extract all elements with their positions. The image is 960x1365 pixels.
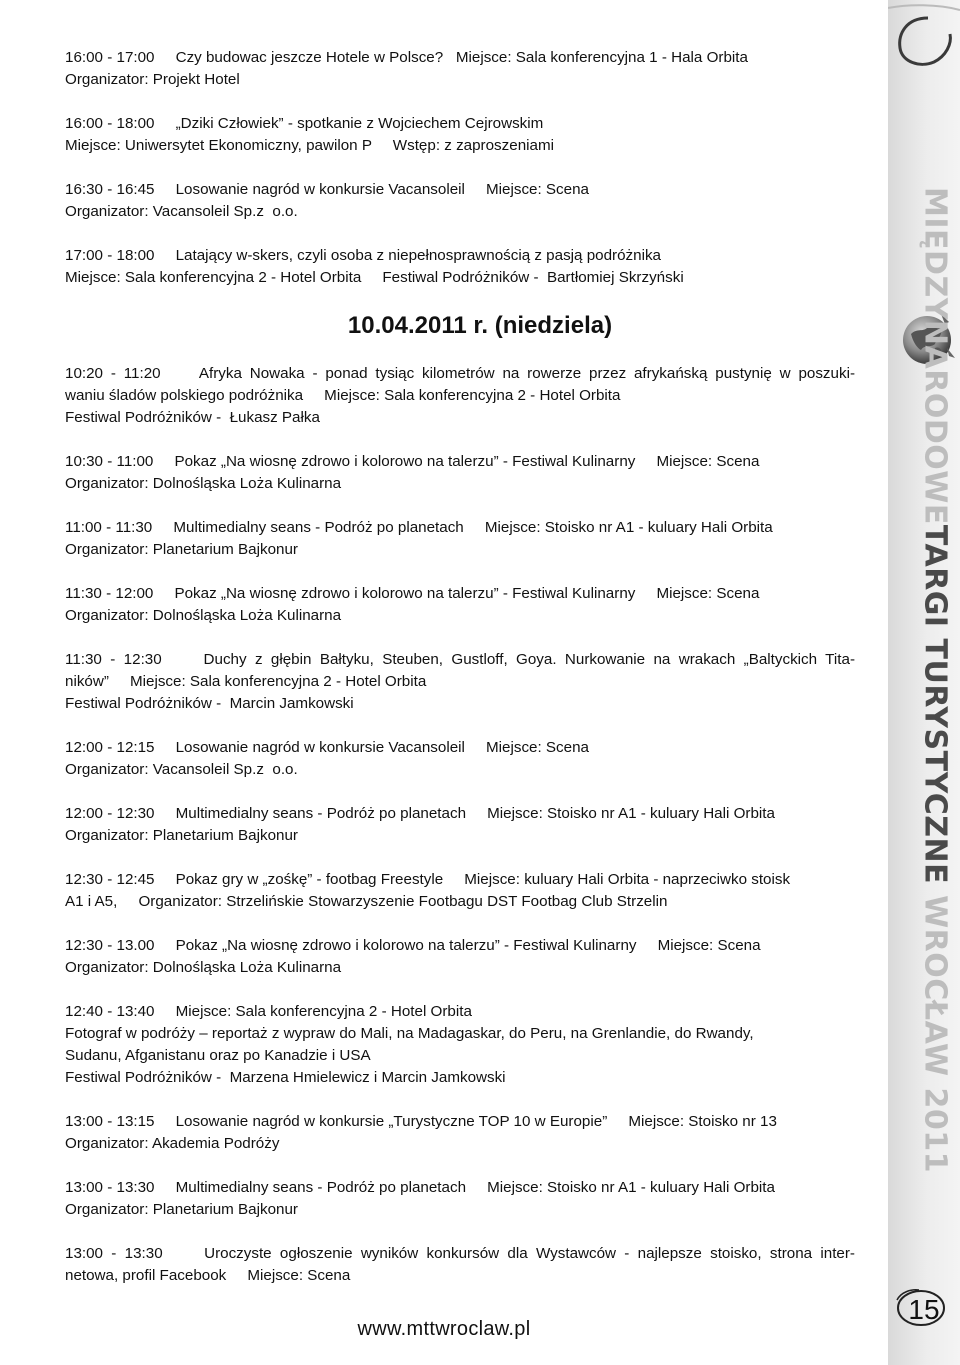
- schedule-entry: [65, 113, 855, 157]
- schedule-line: Organizator: Vacansoleil Sp.z o.o.: [65, 761, 298, 778]
- schedule-line: Organizator: Dolnośląska Loża Kulinarna: [65, 475, 342, 492]
- page-number: 15: [908, 1294, 940, 1325]
- schedule-line: 13:00 - 13:30 Multimedialny seans - Podróż po planetach Miejsce: Stoisko nr A1 - kuluary Hali Orbita: [65, 1179, 775, 1196]
- schedule-line: Festiwal Podróżników - Marcin Jamkowski: [65, 695, 354, 712]
- schedule-entry: [65, 517, 855, 561]
- schedule-entry: [65, 649, 855, 715]
- schedule-line: Organizator: Planetarium Bajkonur: [65, 1201, 298, 1218]
- schedule-line: 13:00 - 13:30 Uroczyste ogłoszenie wyników konkursów dla Wystawców - najlepsze stoisko, strona inter-: [65, 1245, 855, 1262]
- schedule-entry: [65, 1111, 855, 1155]
- schedule-line: 17:00 - 18:00 Latający w-skers, czyli osoba z niepełnosprawnością z pasją podróżnika: [65, 247, 662, 264]
- schedule-line: Fotograf w podróży – reportaż z wypraw do Mali, na Madagaskar, do Peru, na Grenlandie, do Rwandy,: [65, 1025, 754, 1042]
- schedule-line: Festiwal Podróżników - Marzena Hmielewicz i Marcin Jamkowski: [65, 1069, 506, 1086]
- schedule-entry: [65, 1243, 855, 1287]
- schedule-line: 16:00 - 17:00 Czy budowac jeszcze Hotele w Polsce? Miejsce: Sala konferencyjna 1 - Hala Orbita: [65, 49, 748, 66]
- schedule-line: 10:20 - 11:20 Afryka Nowaka - ponad tysiąc kilometrów na rowerze przez afrykańską pustynię w poszuki-: [65, 365, 855, 382]
- schedule-line: 13:00 - 13:15 Losowanie nagród w konkursie „Turystyczne TOP 10 w Europie” Miejsce: Stoisko nr 13: [65, 1113, 777, 1130]
- schedule-line: A1 i A5, Organizator: Strzelińskie Stowarzyszenie Footbagu DST Footbag Club Strzelin: [65, 893, 668, 910]
- schedule-line: Organizator: Planetarium Bajkonur: [65, 541, 298, 558]
- schedule-line: Organizator: Projekt Hotel: [65, 71, 240, 88]
- title-part-city-year: WROCŁAW 2011: [917, 895, 953, 1173]
- day-heading: 10.04.2011 r. (niedziela): [347, 312, 613, 339]
- schedule-line: Sudanu, Afganistanu oraz po Kanadzie i USA: [65, 1047, 371, 1064]
- schedule-line: 12:40 - 13:40 Miejsce: Sala konferencyjna 2 - Hotel Orbita: [65, 1003, 472, 1020]
- schedule-line: Festiwal Podróżników - Łukasz Pałka: [65, 409, 320, 426]
- schedule-entry: [65, 1177, 855, 1221]
- schedule-line: 16:00 - 18:00 „Dziki Człowiek” - spotkanie z Wojciechem Cejrowskim: [65, 115, 544, 132]
- schedule-line: ników” Miejsce: Sala konferencyjna 2 - Hotel Orbita: [65, 673, 427, 690]
- title-part-fair: TARGI TURYSTYCZNE: [917, 524, 953, 885]
- schedule-list-sunday: [65, 363, 855, 1287]
- schedule-line: waniu śladów polskiego podróżnika Miejsce: Sala konferencyjna 2 - Hotel Orbita: [65, 387, 621, 404]
- schedule-entry: [65, 47, 855, 91]
- schedule-entry: [65, 583, 855, 627]
- schedule-entry: [65, 451, 855, 495]
- schedule-entry: [65, 737, 855, 781]
- schedule-line: Organizator: Dolnośląska Loża Kulinarna: [65, 607, 342, 624]
- band-curve-decoration: [888, 0, 960, 80]
- schedule-line: Organizator: Planetarium Bajkonur: [65, 827, 298, 844]
- schedule-line: Miejsce: Sala konferencyjna 2 - Hotel Orbita Festiwal Podróżników - Bartłomiej Skrzyński: [65, 269, 684, 286]
- schedule-entry: [65, 245, 855, 289]
- title-part-international: MIĘDZYNARODOWE: [917, 187, 953, 525]
- schedule-line: 10:30 - 11:00 Pokaz „Na wiosnę zdrowo i kolorowo na talerzu” - Festiwal Kulinarny Miejsce: Scena: [65, 453, 760, 470]
- schedule-line: netowa, profil Facebook Miejsce: Scena: [65, 1267, 351, 1284]
- schedule-line: Organizator: Dolnośląska Loża Kulinarna: [65, 959, 342, 976]
- schedule-line: Miejsce: Uniwersytet Ekonomiczny, pawilon P Wstęp: z zaproszeniami: [65, 137, 554, 154]
- schedule-line: 11:30 - 12:00 Pokaz „Na wiosnę zdrowo i kolorowo na talerzu” - Festiwal Kulinarny Miejsce: Scena: [65, 585, 760, 602]
- schedule-line: Organizator: Akademia Podróży: [65, 1135, 280, 1152]
- vertical-fair-title: [918, 187, 953, 1173]
- schedule-line: Organizator: Vacansoleil Sp.z o.o.: [65, 203, 298, 220]
- schedule-line: 12:30 - 13.00 Pokaz „Na wiosnę zdrowo i kolorowo na talerzu” - Festiwal Kulinarny Miejsce: Scena: [65, 937, 761, 954]
- schedule-line: 12:00 - 12:30 Multimedialny seans - Podróż po planetach Miejsce: Stoisko nr A1 - kuluary Hali Orbita: [65, 805, 775, 822]
- schedule-entry: [65, 363, 855, 429]
- schedule-entry: [65, 869, 855, 913]
- schedule-entry: [65, 935, 855, 979]
- schedule-list-saturday: [65, 47, 855, 289]
- schedule-content: [65, 47, 855, 1309]
- schedule-entry: [65, 803, 855, 847]
- schedule-line: 11:00 - 11:30 Multimedialny seans - Podróż po planetach Miejsce: Stoisko nr A1 - kuluary Hali Orbita: [65, 519, 773, 536]
- schedule-line: 16:30 - 16:45 Losowanie nagród w konkursie Vacansoleil Miejsce: Scena: [65, 181, 589, 198]
- schedule-line: 12:00 - 12:15 Losowanie nagród w konkursie Vacansoleil Miejsce: Scena: [65, 739, 589, 756]
- schedule-line: 12:30 - 12:45 Pokaz gry w „zośkę” - footbag Freestyle Miejsce: kuluary Hali Orbita - naprzeciwko stoisk: [65, 871, 791, 888]
- schedule-entry: [65, 1001, 855, 1089]
- schedule-entry: [65, 179, 855, 223]
- footer-url: www.mttwroclaw.pl: [357, 1318, 531, 1340]
- schedule-line: 11:30 - 12:30 Duchy z głębin Bałtyku, Steuben, Gustloff, Goya. Nurkowanie na wrakach „Baltyckich Tita-: [65, 651, 855, 668]
